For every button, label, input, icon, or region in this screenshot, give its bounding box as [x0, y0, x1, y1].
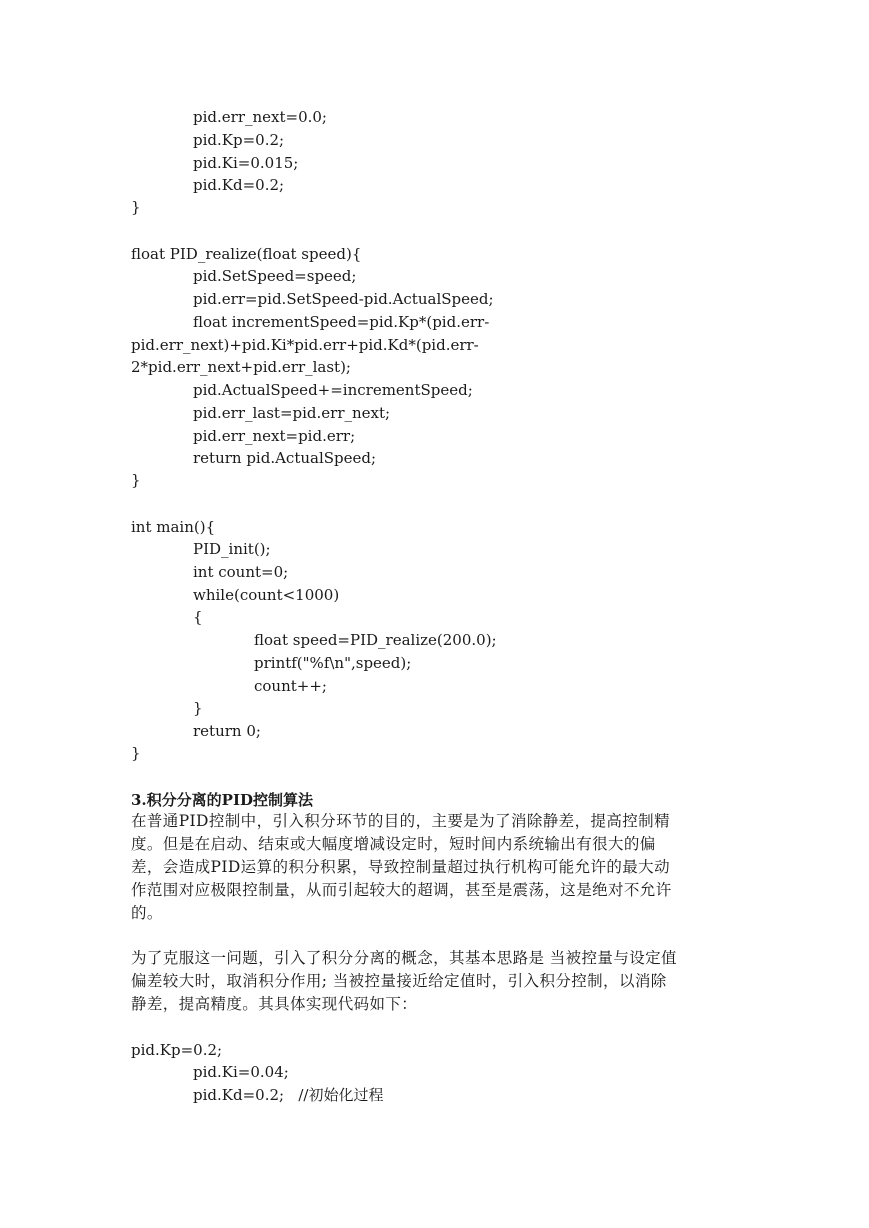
paragraph-line: 作范围对应极限控制量，从而引起较大的超调，甚至是震荡，这是绝对不允许 [131, 881, 672, 899]
code-line: pid.Kp=0.2; [193, 131, 285, 149]
code-line: { [193, 608, 203, 626]
paragraph-line: 静差，提高精度。其具体实现代码如下： [131, 995, 418, 1013]
code-line: pid.err=pid.SetSpeed-pid.ActualSpeed; [193, 290, 494, 308]
paragraph-line: 为了克服这一问题，引入了积分分离的概念，其基本思路是 当被控量与设定值 [131, 949, 677, 967]
code-line: return 0; [193, 722, 261, 740]
code-line: float speed=PID_realize(200.0); [254, 631, 497, 649]
paragraph-line: 的。 [131, 904, 163, 922]
code-line: pid.Ki=0.04; [193, 1063, 289, 1081]
code-line: float incrementSpeed=pid.Kp*(pid.err- [193, 313, 490, 331]
code-line: pid.SetSpeed=speed; [193, 267, 357, 285]
code-line: pid.err_next=pid.err; [193, 427, 356, 445]
code-line: pid.err_next=0.0; [193, 108, 327, 126]
code-line: pid.Kp=0.2; [131, 1041, 223, 1059]
section-heading: 3.积分分离的PID控制算法 [131, 791, 313, 809]
paragraph-line: 在普通PID控制中，引入积分环节的目的，主要是为了消除静差，提高控制精 [131, 812, 670, 830]
paragraph-line: 度。但是在启动、结束或大幅度增减设定时，短时间内系统输出有很大的偏 [131, 835, 656, 853]
paragraph-line: 差，会造成PID运算的积分积累，导致控制量超过执行机构可能允许的最大动 [131, 858, 670, 876]
code-line: } [131, 471, 141, 489]
code-line: 2*pid.err_next+pid.err_last); [131, 358, 351, 376]
code-line: int main(){ [131, 518, 216, 536]
code-line: pid.ActualSpeed+=incrementSpeed; [193, 381, 473, 399]
code-line: printf("%f\n",speed); [254, 654, 412, 672]
code-line: while(count<1000) [193, 586, 340, 604]
code-line: float PID_realize(float speed){ [131, 245, 362, 263]
code-line: pid.err_next)+pid.Ki*pid.err+pid.Kd*(pid.err- [131, 336, 479, 354]
code-line: return pid.ActualSpeed; [193, 449, 377, 467]
code-line: int count=0; [193, 563, 289, 581]
code-line: PID_init(); [193, 540, 271, 558]
code-line: pid.Kd=0.2; [193, 176, 285, 194]
code-line: pid.Ki=0.015; [193, 154, 299, 172]
code-line: count++; [254, 677, 327, 695]
code-line: pid.Kd=0.2; //初始化过程 [193, 1086, 384, 1104]
paragraph-line: 偏差较大时，取消积分作用; 当被控量接近给定值时，引入积分控制，以消除 [131, 972, 667, 990]
code-line: pid.err_last=pid.err_next; [193, 404, 391, 422]
code-line: } [131, 198, 141, 216]
code-line: } [131, 744, 141, 762]
code-line: } [193, 699, 203, 717]
